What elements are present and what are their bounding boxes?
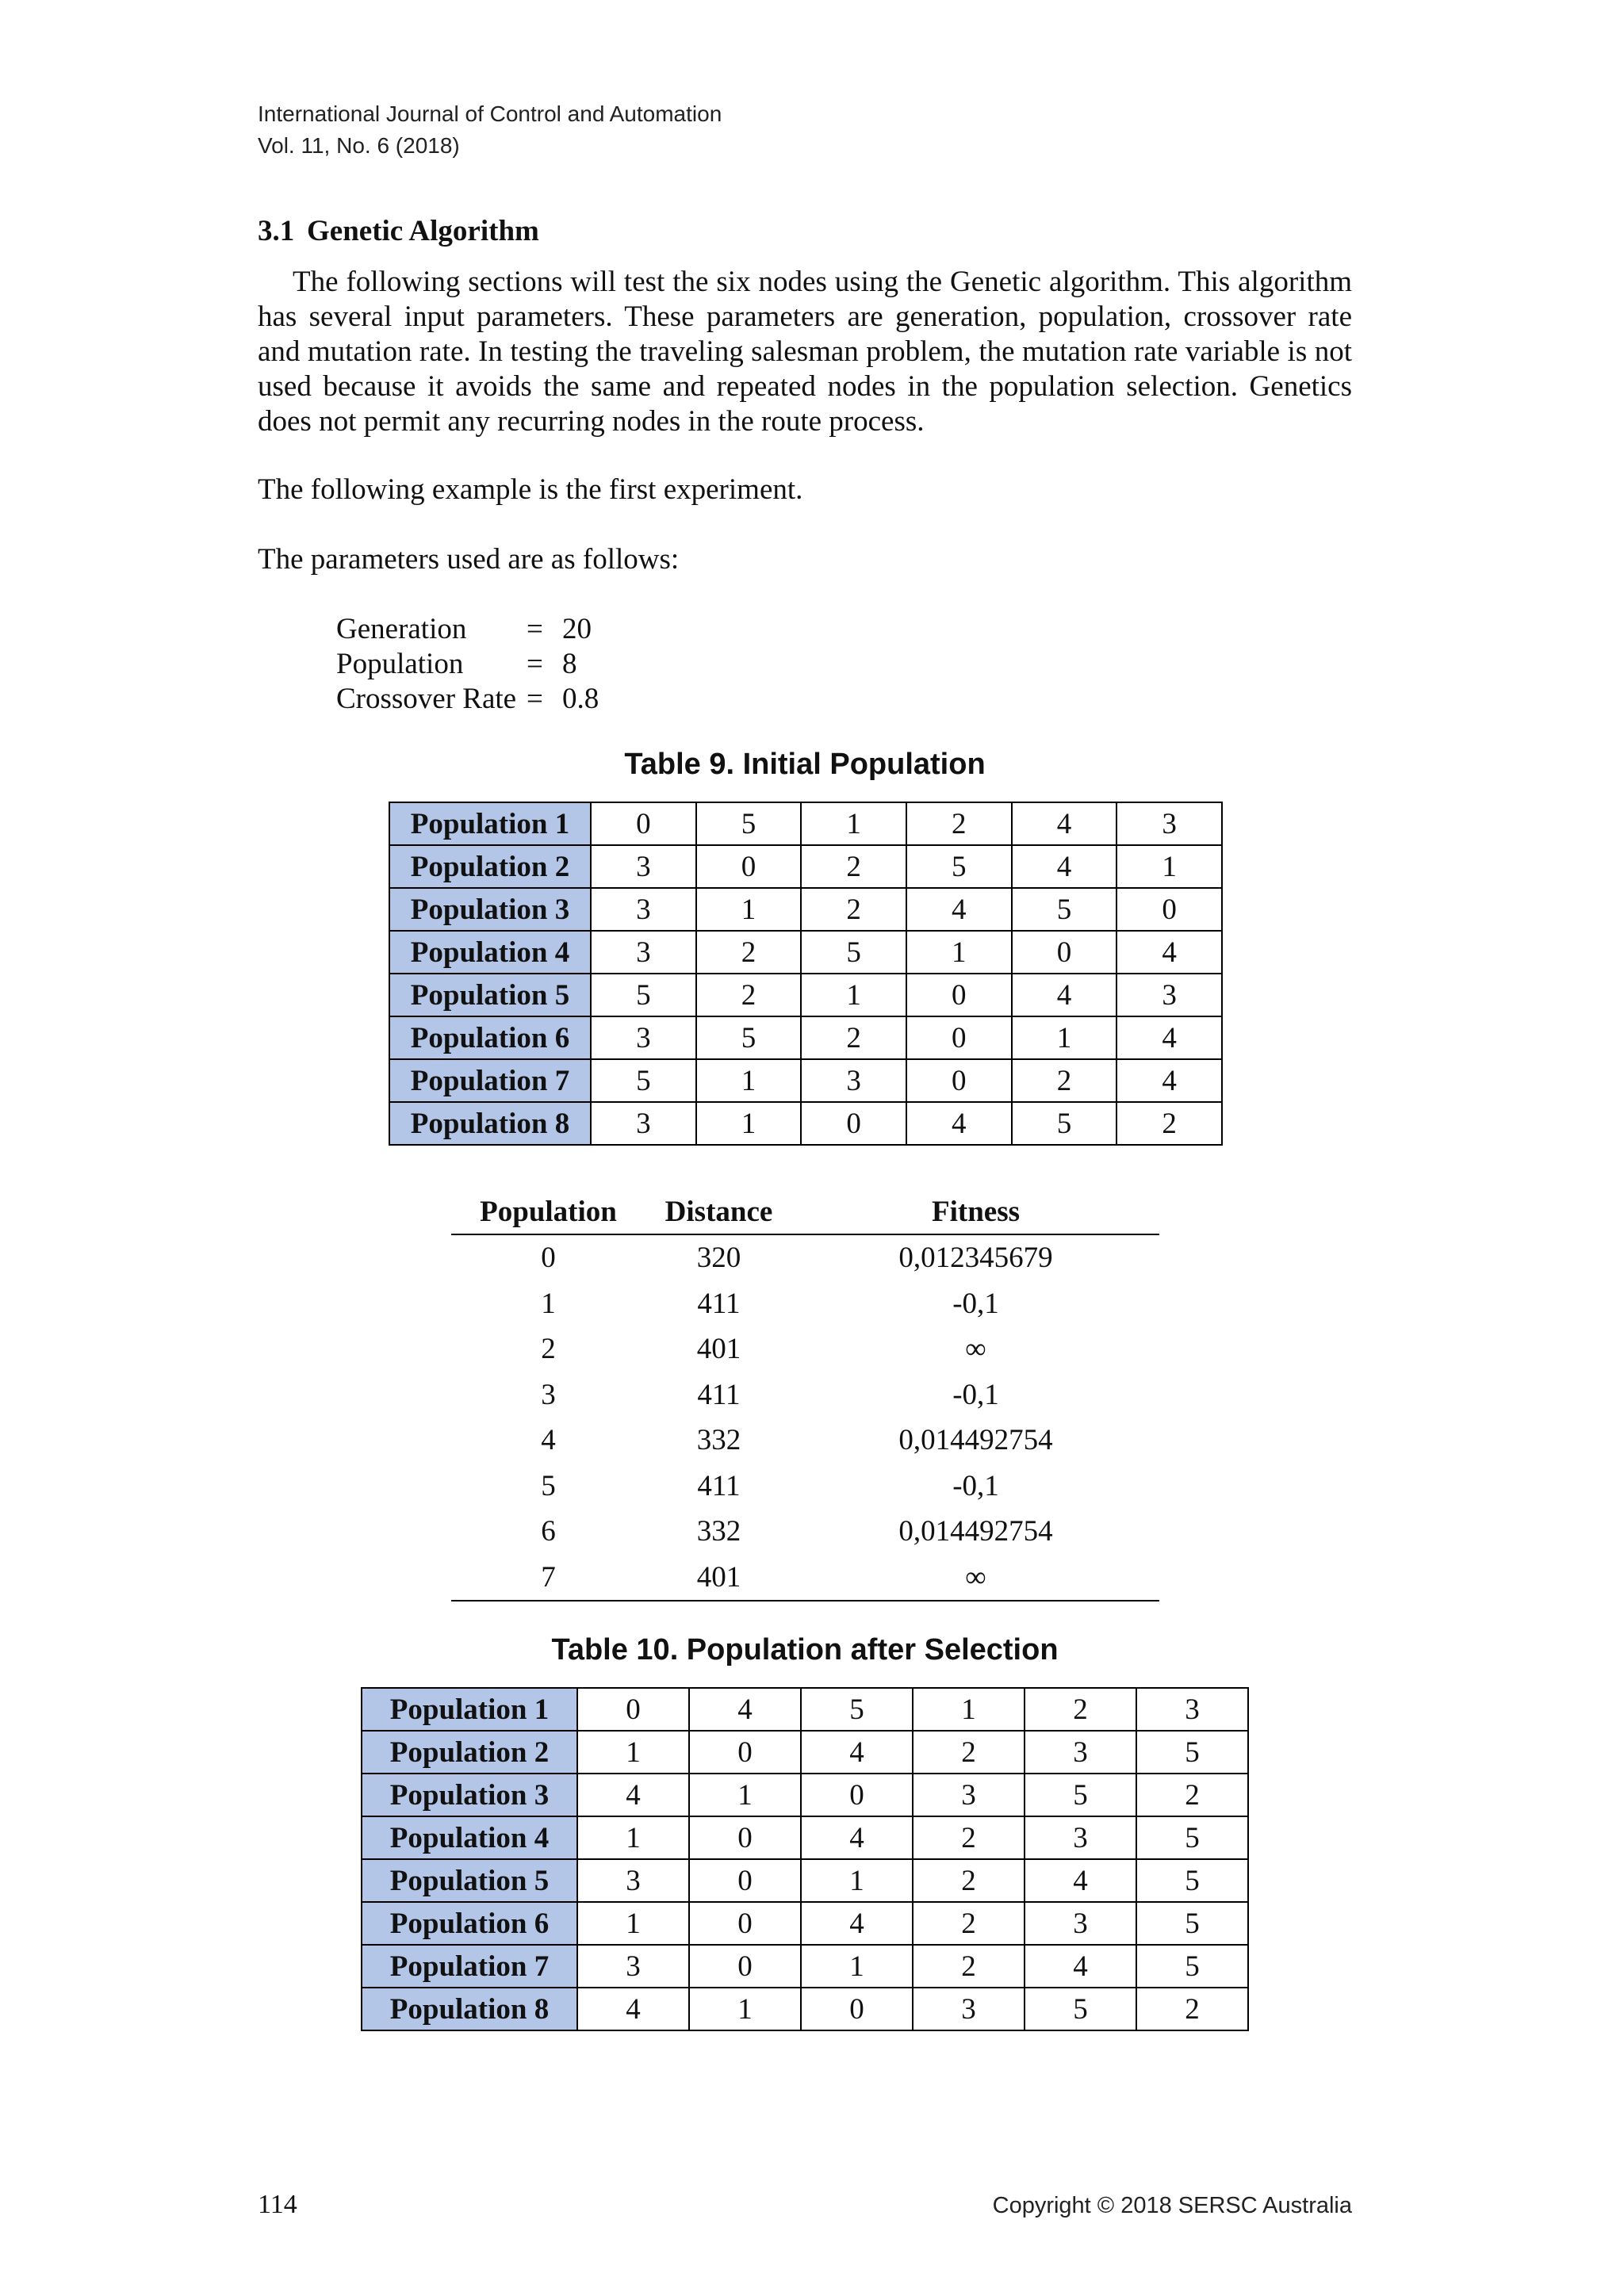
node-cell: 1 (689, 1774, 801, 1816)
fitness-row (451, 1234, 1159, 1281)
node-cell: 3 (1116, 974, 1222, 1016)
population-row (389, 974, 1222, 1016)
node-cell: 5 (1136, 1731, 1248, 1774)
node-cell: 1 (801, 802, 906, 845)
parameter-value: 8 (562, 648, 577, 680)
fitness-row (451, 1464, 1159, 1510)
population-row (389, 1102, 1222, 1145)
node-cell: 2 (696, 931, 802, 974)
node-cell: 1 (906, 931, 1012, 974)
fitness-population-cell: 7 (451, 1555, 645, 1601)
node-cell: 5 (906, 845, 1012, 888)
node-cell: 0 (801, 1102, 906, 1145)
journal-volume: Vol. 11, No. 6 (2018) (258, 133, 460, 158)
node-cell: 1 (696, 1102, 802, 1145)
node-cell: 3 (591, 845, 696, 888)
node-cell: 5 (696, 802, 802, 845)
node-cell: 5 (1025, 1774, 1136, 1816)
running-head (258, 98, 722, 162)
fitness-table (451, 1189, 1159, 1601)
node-cell: 1 (689, 1988, 801, 2030)
params-intro-paragraph: The parameters used are as follows: (258, 543, 680, 576)
population-label: Population 6 (389, 1016, 591, 1059)
node-cell: 1 (801, 1945, 913, 1988)
node-cell: 5 (1012, 888, 1117, 931)
section-title: Genetic Algorithm (307, 215, 539, 247)
node-cell: 3 (577, 1945, 689, 1988)
node-cell: 5 (591, 974, 696, 1016)
fitness-value-cell: -0,1 (952, 1469, 999, 1502)
node-cell: 2 (801, 845, 906, 888)
fitness-population-cell: 3 (541, 1378, 556, 1411)
node-cell: 4 (801, 1731, 913, 1774)
node-cell: 2 (801, 888, 906, 931)
node-cell: 5 (1136, 1859, 1248, 1902)
node-cell: 3 (1025, 1816, 1136, 1859)
example-paragraph: The following example is the first experiment. (258, 473, 803, 506)
fitness-value-cell: ∞ (792, 1555, 1159, 1601)
population-row (362, 1774, 1248, 1816)
node-cell: 4 (1012, 974, 1117, 1016)
fitness-population-cell: 6 (541, 1515, 556, 1548)
population-label: Population 2 (362, 1731, 577, 1774)
node-cell: 1 (801, 1859, 913, 1902)
fitness-row (451, 1555, 1159, 1601)
fitness-value-cell: ∞ (965, 1333, 986, 1366)
node-cell: 4 (1116, 1059, 1222, 1102)
node-cell: 0 (906, 1059, 1012, 1102)
population-label: Population 1 (362, 1688, 577, 1731)
node-cell: 0 (591, 802, 696, 845)
node-cell: 4 (1025, 1945, 1136, 1988)
node-cell: 0 (577, 1688, 689, 1731)
node-cell: 2 (1012, 1059, 1117, 1102)
node-cell: 3 (1025, 1731, 1136, 1774)
fitness-value-cell: 0,014492754 (898, 1424, 1053, 1457)
population-label: Population 5 (362, 1859, 577, 1902)
node-cell: 2 (913, 1945, 1025, 1988)
node-cell: 4 (577, 1988, 689, 2030)
node-cell: 0 (689, 1731, 801, 1774)
node-cell: 1 (577, 1731, 689, 1774)
node-cell: 4 (1012, 845, 1117, 888)
node-cell: 5 (1025, 1988, 1136, 2030)
node-cell: 5 (591, 1059, 696, 1102)
node-cell: 3 (1136, 1688, 1248, 1731)
node-cell: 1 (577, 1816, 689, 1859)
population-row (362, 1731, 1248, 1774)
parameter-value: 20 (562, 613, 592, 645)
node-cell: 3 (591, 931, 696, 974)
fitness-distance-cell: 320 (696, 1242, 741, 1275)
parameter-equals: = (527, 683, 543, 715)
node-cell: 0 (906, 1016, 1012, 1059)
fitness-row (451, 1326, 1159, 1372)
node-cell: 5 (696, 1016, 802, 1059)
node-cell: 4 (1116, 931, 1222, 974)
node-cell: 3 (591, 1102, 696, 1145)
fitness-value-cell: -0,1 (952, 1287, 999, 1320)
node-cell: 2 (1025, 1688, 1136, 1731)
parameter-row (336, 612, 599, 647)
table10-population-after-selection (361, 1687, 1249, 2031)
fitness-population-cell: 4 (541, 1424, 556, 1457)
node-cell: 2 (696, 974, 802, 1016)
node-cell: 2 (913, 1902, 1025, 1945)
population-label: Population 2 (389, 845, 591, 888)
fitness-distance-cell: 401 (645, 1555, 792, 1601)
node-cell: 1 (696, 888, 802, 931)
node-cell: 3 (591, 1016, 696, 1059)
population-row (362, 1859, 1248, 1902)
node-cell: 4 (577, 1774, 689, 1816)
node-cell: 0 (689, 1945, 801, 1988)
fitness-header-population: Population (451, 1189, 645, 1234)
table9-caption: Table 9. Initial Population (624, 748, 986, 781)
node-cell: 5 (1012, 1102, 1117, 1145)
fitness-distance-cell: 411 (697, 1378, 741, 1411)
copyright: Copyright © 2018 SERSC Australia (992, 2193, 1352, 2218)
population-row (389, 802, 1222, 845)
journal-name: International Journal of Control and Automation (258, 101, 722, 126)
population-row (362, 1945, 1248, 1988)
node-cell: 2 (1116, 1102, 1222, 1145)
population-label: Population 4 (362, 1816, 577, 1859)
node-cell: 5 (1136, 1945, 1248, 1988)
node-cell: 3 (913, 1988, 1025, 2030)
fitness-distance-cell: 401 (696, 1333, 741, 1366)
fitness-distance-cell: 411 (697, 1287, 741, 1320)
node-cell: 1 (913, 1688, 1025, 1731)
node-cell: 0 (801, 1774, 913, 1816)
node-cell: 1 (1012, 1016, 1117, 1059)
node-cell: 2 (1136, 1988, 1248, 2030)
fitness-value-cell: 0,014492754 (898, 1515, 1053, 1548)
parameter-label: Crossover Rate (336, 683, 517, 715)
node-cell: 4 (906, 888, 1012, 931)
section-number: 3.1 (258, 215, 295, 247)
node-cell: 5 (1136, 1902, 1248, 1945)
population-row (389, 1059, 1222, 1102)
node-cell: 4 (1116, 1016, 1222, 1059)
fitness-value-cell: 0,012345679 (898, 1242, 1053, 1275)
node-cell: 0 (689, 1902, 801, 1945)
node-cell: 0 (1012, 931, 1117, 974)
fitness-header-distance: Distance (645, 1189, 792, 1234)
node-cell: 0 (689, 1816, 801, 1859)
fitness-distance-cell: 332 (696, 1515, 741, 1548)
node-cell: 4 (689, 1688, 801, 1731)
parameter-row (336, 682, 599, 717)
node-cell: 3 (1025, 1902, 1136, 1945)
population-label: Population 3 (389, 888, 591, 931)
population-row (389, 845, 1222, 888)
parameter-label: Generation (336, 613, 467, 645)
node-cell: 2 (906, 802, 1012, 845)
table9-initial-population (389, 802, 1223, 1146)
node-cell: 3 (1116, 802, 1222, 845)
fitness-population-cell: 0 (541, 1242, 556, 1275)
parameter-value: 0.8 (562, 683, 599, 715)
population-row (362, 1902, 1248, 1945)
node-cell: 2 (913, 1859, 1025, 1902)
population-label: Population 4 (389, 931, 591, 974)
fitness-value-cell: -0,1 (952, 1378, 999, 1411)
parameters-list (336, 612, 599, 717)
population-label: Population 6 (362, 1902, 577, 1945)
parameter-label: Population (336, 648, 464, 680)
fitness-population-cell: 2 (541, 1333, 556, 1366)
fitness-population-cell: 5 (541, 1469, 556, 1502)
fitness-header-row (451, 1189, 1159, 1234)
node-cell: 2 (1136, 1774, 1248, 1816)
population-label: Population 1 (389, 802, 591, 845)
node-cell: 4 (1012, 802, 1117, 845)
fitness-row (451, 1418, 1159, 1464)
node-cell: 3 (801, 1059, 906, 1102)
node-cell: 1 (696, 1059, 802, 1102)
population-label: Population 8 (362, 1988, 577, 2030)
node-cell: 0 (801, 1988, 913, 2030)
fitness-header-fitness: Fitness (792, 1189, 1159, 1234)
node-cell: 1 (1116, 845, 1222, 888)
node-cell: 2 (913, 1731, 1025, 1774)
population-row (362, 1988, 1248, 2030)
population-row (362, 1816, 1248, 1859)
population-row (389, 931, 1222, 974)
population-label: Population 7 (389, 1059, 591, 1102)
population-row (362, 1688, 1248, 1731)
population-row (389, 888, 1222, 931)
node-cell: 0 (696, 845, 802, 888)
fitness-row (451, 1509, 1159, 1555)
population-row (389, 1016, 1222, 1059)
fitness-row (451, 1281, 1159, 1327)
intro-paragraph: The following sections will test the six nodes using the Genetic algorithm. This algorithm has several input parameters. These parameters are generation, population, crossover rate and mutation rate. In testing the traveling salesman problem, the mutation rate variable is not used because it avoids the same and repeated nodes in the population selection. Genetics does not permit any recurring nodes in the route process. (258, 266, 1352, 438)
node-cell: 3 (577, 1859, 689, 1902)
node-cell: 5 (801, 931, 906, 974)
node-cell: 0 (906, 974, 1012, 1016)
parameter-equals: = (527, 648, 543, 680)
fitness-distance-cell: 411 (697, 1469, 741, 1502)
page-number: 114 (258, 2190, 297, 2219)
node-cell: 1 (801, 974, 906, 1016)
node-cell: 5 (1136, 1816, 1248, 1859)
node-cell: 5 (801, 1688, 913, 1731)
population-label: Population 8 (389, 1102, 591, 1145)
table10-caption: Table 10. Population after Selection (551, 1633, 1059, 1667)
node-cell: 0 (689, 1859, 801, 1902)
fitness-distance-cell: 332 (696, 1424, 741, 1457)
population-label: Population 5 (389, 974, 591, 1016)
node-cell: 3 (591, 888, 696, 931)
population-label: Population 7 (362, 1945, 577, 1988)
node-cell: 2 (913, 1816, 1025, 1859)
node-cell: 4 (1025, 1859, 1136, 1902)
node-cell: 4 (801, 1902, 913, 1945)
node-cell: 4 (801, 1816, 913, 1859)
node-cell: 2 (801, 1016, 906, 1059)
fitness-row (451, 1372, 1159, 1418)
node-cell: 4 (906, 1102, 1012, 1145)
fitness-population-cell: 1 (541, 1287, 556, 1320)
node-cell: 3 (913, 1774, 1025, 1816)
node-cell: 0 (1116, 888, 1222, 931)
section-heading (258, 214, 539, 248)
parameter-equals: = (527, 613, 543, 645)
parameter-row (336, 647, 599, 682)
node-cell: 1 (577, 1902, 689, 1945)
population-label: Population 3 (362, 1774, 577, 1816)
